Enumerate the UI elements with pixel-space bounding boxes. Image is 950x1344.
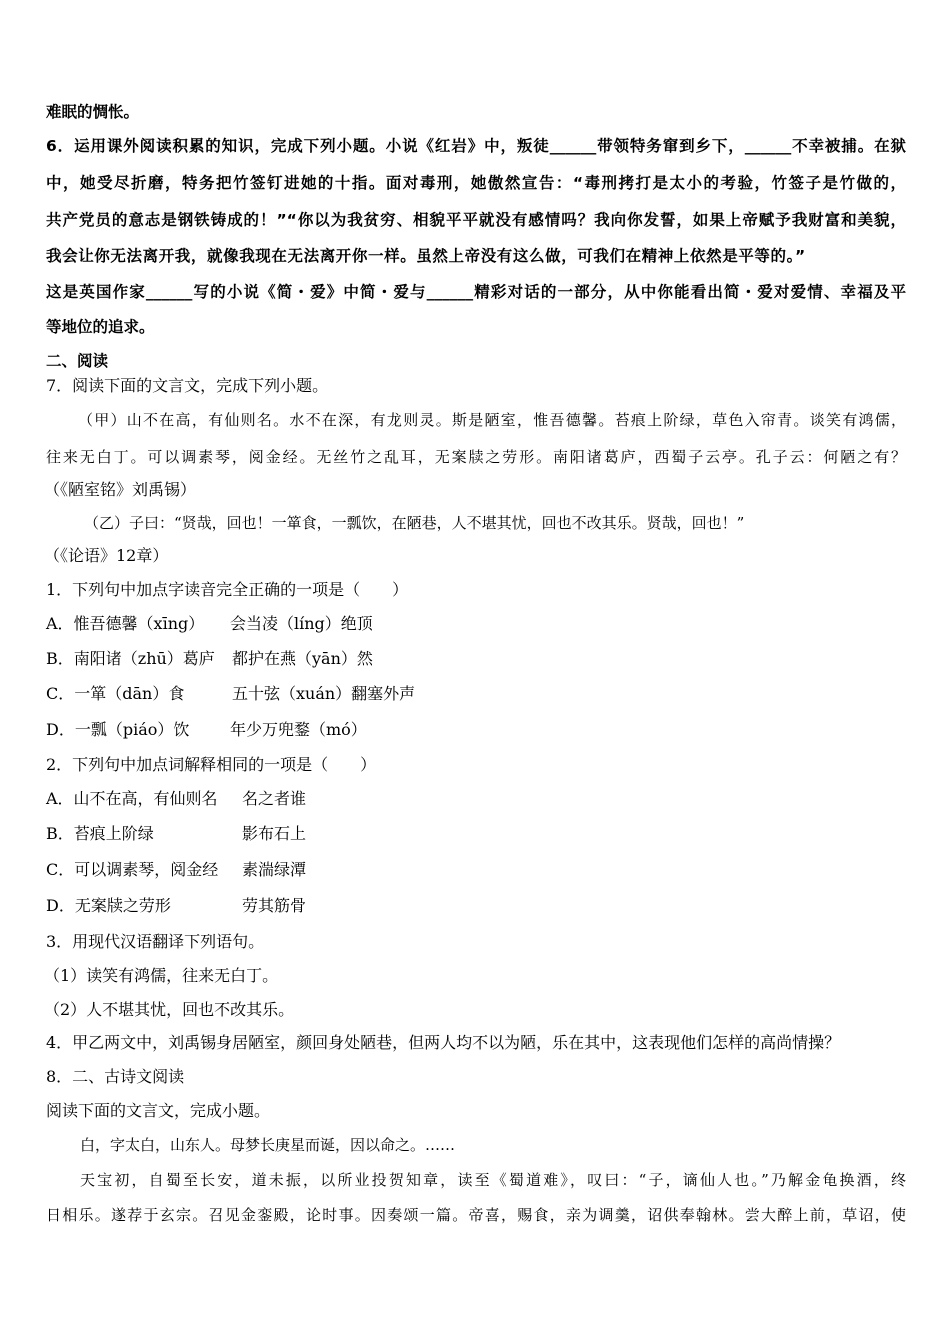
question-7: 7．阅读下面的文言文，完成下列小题。 bbox=[46, 376, 329, 395]
text-line: 我会让你无法离开我，就像我现在无法离开你一样。虽然上帝没有这么做，可我们在精神上依然是平等的。” bbox=[46, 247, 806, 265]
option-d: D．一瓢（piáo）饮 bbox=[46, 720, 190, 739]
subquestion-2: 2．下列句中加点词解释相同的一项是（ ） bbox=[46, 755, 377, 774]
source-citation: （《论语》12章） bbox=[44, 546, 169, 565]
text-line: 这是英国作家______写的小说《简・爱》中简・爱与______精彩对话的一部分，从中你能看出简・爱对爱情、幸福及平 bbox=[46, 283, 906, 301]
text-line: 等地位的追求。 bbox=[46, 318, 155, 336]
option-b: B．南阳诸（zhū）葛庐 bbox=[46, 649, 215, 668]
text-line: 阅读下面的文言文，完成小题。 bbox=[46, 1101, 271, 1120]
option-d-pair: 年少万兜鍪（mó） bbox=[230, 720, 367, 739]
subquestion-3: 3．用现代汉语翻译下列语句。 bbox=[46, 932, 265, 951]
option-b-pair: 影布石上 bbox=[242, 824, 307, 843]
option-c-pair: 素湍绿潭 bbox=[242, 860, 307, 879]
passage-jia: （甲）山不在高，有仙则名。水不在深，有龙则灵。斯是陋室，惟吾德馨。苔痕上阶绿，草色入帘青。谈笑有鸿儒， bbox=[78, 411, 906, 429]
option-a: A．惟吾德馨（xīng） bbox=[46, 614, 205, 633]
passage-line: 日相乐。遂荐于玄宗。召见金銮殿，论时事。因奏颂一篇。帝喜，赐食，亲为调羹，诏供奉翰林。尝大醉上前，草诏，使 bbox=[46, 1206, 906, 1224]
passage-yi: （乙）子曰：“贤哉，回也！一箪食，一瓢饮，在陋巷，人不堪其忧，回也不改其乐。贤哉，回也！” bbox=[84, 514, 745, 532]
option-c: C．一箪（dān）食 bbox=[46, 684, 185, 703]
passage-line: 天宝初，自蜀至长安，道未振，以所业投贺知章，读至《蜀道难》，叹曰：“子，谪仙人也。”乃解金龟换酒，终 bbox=[80, 1171, 906, 1189]
option-a-pair: 会当凌（líng）绝顶 bbox=[230, 614, 373, 633]
text-line: 难眠的惆怅。 bbox=[46, 103, 140, 121]
subquestion-4: 4．甲乙两文中，刘禹锡身居陋室，颜回身处陋巷，但两人均不以为陋，乐在其中，这表现他们怎样的高尚情操？ bbox=[46, 1033, 841, 1052]
text-line: 中，她受尽折磨，特务把竹签钉进她的十指。面对毒刑，她傲然宣告：“毒刑拷打是太小的考验，竹签子是竹做的， bbox=[46, 174, 906, 192]
question-6: 6．运用课外阅读积累的知识，完成下列小题。小说《红岩》中，叛徒______带领特务窜到乡下，______不幸被捕。在狱 bbox=[46, 137, 906, 155]
question-8: 8．二、古诗文阅读 bbox=[46, 1067, 185, 1086]
section-heading: 二、阅读 bbox=[46, 352, 109, 370]
text-line: 往来无白丁。可以调素琴，阅金经。无丝竹之乱耳，无案牍之劳形。南阳诸葛庐，西蜀子云亭。孔子云：何陋之有？ bbox=[46, 448, 906, 466]
option-c-pair: 五十弦（xuán）翻塞外声 bbox=[232, 684, 416, 703]
option-b-pair: 都护在燕（yān）然 bbox=[232, 649, 373, 668]
translate-item-1: （1）读笑有鸿儒，往来无白丁。 bbox=[44, 966, 279, 985]
option-a: A．山不在高，有仙则名 bbox=[46, 789, 218, 808]
option-a-pair: 名之者谁 bbox=[242, 789, 307, 808]
text-line: 共产党员的意志是钢铁铸成的！”“你以为我贫穷、相貌平平就没有感情吗？我向你发誓，如果上帝赋予我财富和美貌， bbox=[46, 211, 906, 229]
option-d-pair: 劳其筋骨 bbox=[242, 896, 307, 915]
passage-line: 白，字太白，山东人。母梦长庚星而诞，因以命之。…… bbox=[80, 1136, 456, 1154]
subquestion-1: 1．下列句中加点字读音完全正确的一项是（ ） bbox=[46, 580, 409, 599]
option-c: C．可以调素琴，阅金经 bbox=[46, 860, 219, 879]
option-d: D．无案牍之劳形 bbox=[46, 896, 171, 915]
translate-item-2: （2）人不堪其忧，回也不改其乐。 bbox=[44, 1000, 295, 1019]
option-b: B．苔痕上阶绿 bbox=[46, 824, 154, 843]
source-citation: （《陋室铭》刘禹锡） bbox=[44, 480, 197, 499]
